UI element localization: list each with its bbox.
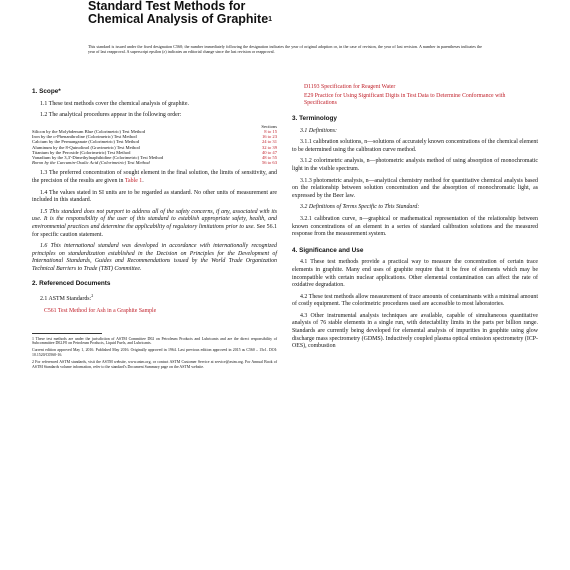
table-row: Aluminum by the 8-Quinolinol (Gravimetric) Test Method 32 to 39 bbox=[32, 144, 277, 150]
reference-e29 bbox=[304, 93, 538, 107]
table-header-sections: Sections bbox=[261, 123, 277, 129]
paragraph-1-3: 1.3 The preferred concentration of sought element in the final solution, the limits of sensitivity, and the precision of the results are given in Table 1. bbox=[32, 170, 277, 184]
paragraph-3-1-3: 3.1.3 photometric analysis, n—analytical chemistry method for quantitative chemical analysis based on the relationship between solution concentration and the absorption of monochromatic light, as expressed by the Beer law. bbox=[292, 177, 538, 199]
paragraph-3-2: 3.2 Definitions of Terms Specific to This Standard: bbox=[300, 204, 420, 211]
section-link[interactable]: 32 to 39 bbox=[261, 144, 277, 150]
scope-heading: 1. Scope* bbox=[32, 88, 61, 95]
designation-notice: This standard is issued under the fixed designation C560; the number immediately following the designation indicates the year of original adoption or, in the case of revision, the year of last revision. A number in parentheses indicates the year of last reapproval. A superscript epsilon (ε) indicates an editorial change since the last revision or reapproval. bbox=[88, 44, 482, 55]
c561-title-link[interactable]: Test Method for Ash in a Graphite Sample bbox=[57, 307, 157, 314]
d1193-link[interactable]: D1193 bbox=[304, 84, 320, 90]
table-row: Iron by the o-Phenanthroline (Colorimetric) Test Method 16 to 23 bbox=[32, 134, 277, 140]
section-link[interactable]: 24 to 31 bbox=[261, 139, 277, 145]
paragraph-4-1: 4.1 These test methods provide a practical way to measure the concentration of certain trace elements in graphite. Many end uses of graphite require that it be free of elements which may be incompatible with certain nuclear applications. Other elemental contamination can affect the rate of oxidative degradation. bbox=[292, 259, 538, 289]
right-column bbox=[292, 84, 538, 355]
paragraph-4-2: 4.2 These test methods allow measurement of trace amounts of contaminants with a minimal amount of costly equipment. The colorimetric procedures used are accessible to most laboratories. bbox=[292, 293, 538, 308]
table-row: Vanadium by the 3,3'-Dimethylnaphthidine (Colorimetric) Test Method 48 to 55 bbox=[32, 155, 277, 160]
procedures-table bbox=[32, 124, 277, 166]
terminology-heading: 3. Terminology bbox=[292, 115, 337, 122]
e29-link[interactable]: E29 bbox=[304, 93, 314, 99]
title-footnote-marker: 1 bbox=[268, 16, 273, 23]
c561-link[interactable]: C561 bbox=[44, 307, 57, 314]
paragraph-1-1: 1.1 These test methods cover the chemical analysis of graphite. bbox=[40, 100, 189, 107]
section-link[interactable]: 8 to 15 bbox=[264, 128, 277, 134]
table-row: Calcium by the Permanganate (Colorimetric) Test Method 24 to 31 bbox=[32, 139, 277, 145]
paragraph-4-3: 4.3 Other instrumental analysis techniques are available, capable of simultaneous quantitative analysis of 76 stable elements in a single run, with detectability limits in the parts per billion range. Standards are currently being developed for elemental analysis of impurities in graphite using glow discharge mass spectrometry (GDMS). Inductively coupled plasma optical emission spectrometry (ICP-OES), combustion bbox=[292, 312, 538, 350]
section-link[interactable]: 16 to 23 bbox=[261, 134, 277, 140]
paragraph-3-2-1: 3.2.1 calibration curve, n—graphical or mathematical representation of the relationship between known concentrations of an element in a series of standard calibration solutions and the measured response from the measurement system. bbox=[292, 215, 538, 238]
d1193-title-link[interactable]: Specification for Reagent Water bbox=[321, 84, 396, 90]
paragraph-3-1: 3.1 Definitions: bbox=[300, 127, 337, 134]
paragraph-1-2: 1.2 The analytical procedures appear in the following order: bbox=[40, 112, 182, 119]
section-link[interactable]: 56 to 63 bbox=[261, 160, 277, 166]
table-row: Boron by the Curcumin-Oxalic Acid (Colorimetric) Test Method 56 to 63 bbox=[32, 160, 277, 166]
paragraph-1-6: 1.6 This international standard was developed in accordance with internationally recognized principles on standardization established in the Decision on Principles for the Development of International Standards, Guides and Recommendations issued by the World Trade Organization Technical Barriers to Trade (TBT) Committee. bbox=[32, 243, 277, 272]
table-1-link[interactable]: Table 1 bbox=[124, 178, 143, 184]
table-row: Titanium by the Peroxide (Colorimetric) Test Method 40 to 47 bbox=[32, 149, 277, 155]
table-row: Silicon by the Molybdenum Blue (Colorimetric) Test Method 8 to 15 bbox=[32, 128, 277, 134]
paragraph-1-4: 1.4 The values stated in SI units are to be regarded as standard. No other units of measurement are included in this standard. bbox=[32, 189, 277, 204]
referenced-documents-heading: 2. Referenced Documents bbox=[32, 279, 111, 287]
reference-c561 bbox=[44, 308, 277, 315]
footnote-1b: Current edition approved May 1, 2016. Published May 2016. Originally approved in 1964. Last previous edition approved in 2015 as C560 – 15ε1. DOI: 10.1520/C0560-16. bbox=[32, 348, 277, 358]
footnote-rule bbox=[32, 333, 102, 334]
significance-heading: 4. Significance and Use bbox=[292, 246, 364, 254]
footnote-2: 2 For referenced ASTM standards, visit the ASTM website, www.astm.org, or contact ASTM Customer Service at service@astm.org. For Annual Book of ASTM Standards volume information, refer to the standard's Document Summary page on the ASTM website. bbox=[32, 359, 277, 369]
title-line-1: Standard Test Methods for bbox=[88, 0, 246, 13]
reference-d1193 bbox=[304, 84, 538, 91]
section-link[interactable]: 48 to 55 bbox=[261, 155, 277, 160]
footnote-1: 1 These test methods are under the jurisdiction of ASTM Committee D02 on Petroleum Products and Lubricants and are the direct responsibility of Subcommittee D02.F0 on Petroleum Products, Liquid Fuels, and Lubricants. bbox=[32, 336, 277, 346]
paragraph-3-1-2: 3.1.2 colorimetric analysis, n—photometric analysis method of using absorption of monochromatic light in the visible spectrum. bbox=[292, 158, 538, 172]
document-title bbox=[88, 0, 272, 26]
e29-title-link[interactable]: Practice for Using Significant Digits in Test Data to Determine Conformance with Specifications bbox=[304, 93, 506, 106]
section-link[interactable]: 40 to 47 bbox=[261, 149, 277, 155]
title-line-2: Chemical Analysis of Graphite$^1$ bbox=[88, 12, 273, 26]
paragraph-3-1-1: 3.1.1 calibration solutions, n—solutions of accurately known concentrations of the chemical element to be determined using the calibration curve method. bbox=[292, 139, 538, 153]
paragraph-2-1: 2.1 ASTM Standards:$^2$ bbox=[40, 293, 94, 303]
paragraph-1-5: 1.5 This standard does not purport to address all of the safety concerns, if any, associated with its use. It is the responsibility of the user of this standard to establish appropriate safety, health, and environmental practices and determine the applicability of regulatory limitations prior to use. See 56.1 for specific caution statement. bbox=[32, 208, 277, 238]
left-column bbox=[32, 88, 277, 371]
